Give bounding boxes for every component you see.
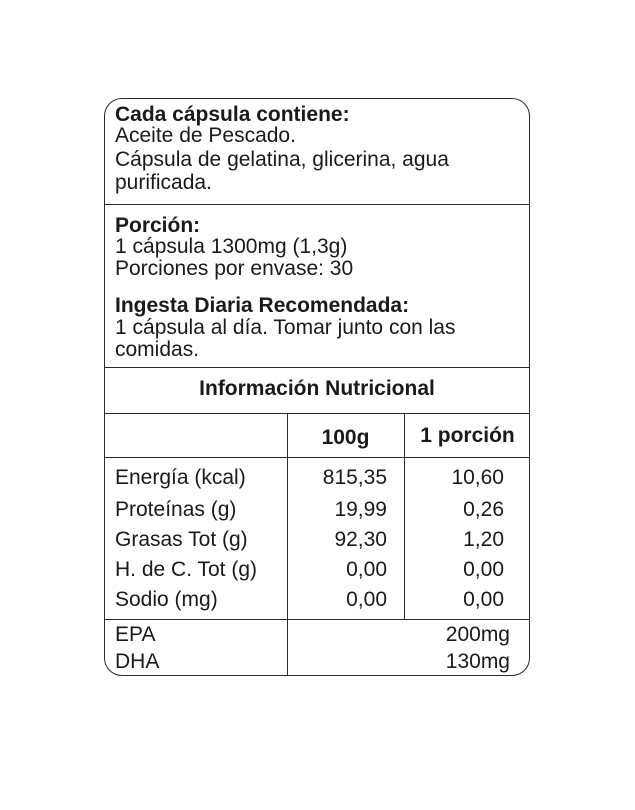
nutrient-value-100g: 815,35 xyxy=(322,466,387,489)
nutrient-value-portion: 0,00 xyxy=(463,588,504,611)
divider xyxy=(105,413,529,414)
nutrient-value-portion: 0,26 xyxy=(463,498,504,521)
nutrient-value-100g: 19,99 xyxy=(334,498,387,521)
nutrient-name: Sodio (mg) xyxy=(115,588,218,611)
nutrient-value-portion: 0,00 xyxy=(463,558,504,581)
column-divider xyxy=(287,413,288,619)
nutrient-value-portion: 1,20 xyxy=(463,528,504,551)
extra-name: EPA xyxy=(115,623,156,646)
nutrient-value-100g: 92,30 xyxy=(334,528,387,551)
nutrition-label xyxy=(104,98,530,676)
nutrient-value-100g: 0,00 xyxy=(346,588,387,611)
divider xyxy=(105,367,529,368)
nutrition-title: Información Nutricional xyxy=(199,377,435,400)
divider xyxy=(105,204,529,205)
daily-intake-line-2: comidas. xyxy=(115,338,200,361)
nutrient-name: Proteínas (g) xyxy=(115,498,237,521)
daily-intake-title: Ingesta Diaria Recomendada: xyxy=(115,294,410,317)
ingredients-line-1: Aceite de Pescado. xyxy=(115,124,296,147)
extra-name: DHA xyxy=(115,650,160,673)
column-divider xyxy=(287,619,288,676)
nutrient-name: H. de C. Tot (g) xyxy=(115,558,257,581)
ingredients-title: Cada cápsula contiene: xyxy=(115,103,350,126)
daily-intake-line-1: 1 cápsula al día. Tomar junto con las xyxy=(115,316,456,339)
column-divider xyxy=(404,413,405,619)
serving-line-2: Porciones por envase: 30 xyxy=(115,257,354,280)
column-header-100g: 100g xyxy=(321,426,370,449)
divider xyxy=(105,457,529,458)
nutrient-name: Grasas Tot (g) xyxy=(115,528,248,551)
column-header-portion: 1 porción xyxy=(420,424,515,447)
divider xyxy=(105,619,529,620)
nutrient-name: Energía (kcal) xyxy=(115,466,246,489)
serving-line-1: 1 cápsula 1300mg (1,3g) xyxy=(115,235,348,258)
extra-value: 130mg xyxy=(445,650,510,673)
ingredients-line-3: purificada. xyxy=(115,171,212,194)
extra-value: 200mg xyxy=(445,623,510,646)
ingredients-line-2: Cápsula de gelatina, glicerina, agua xyxy=(115,148,449,171)
nutrient-value-100g: 0,00 xyxy=(346,558,387,581)
serving-title: Porción: xyxy=(115,214,201,237)
nutrient-value-portion: 10,60 xyxy=(451,466,504,489)
